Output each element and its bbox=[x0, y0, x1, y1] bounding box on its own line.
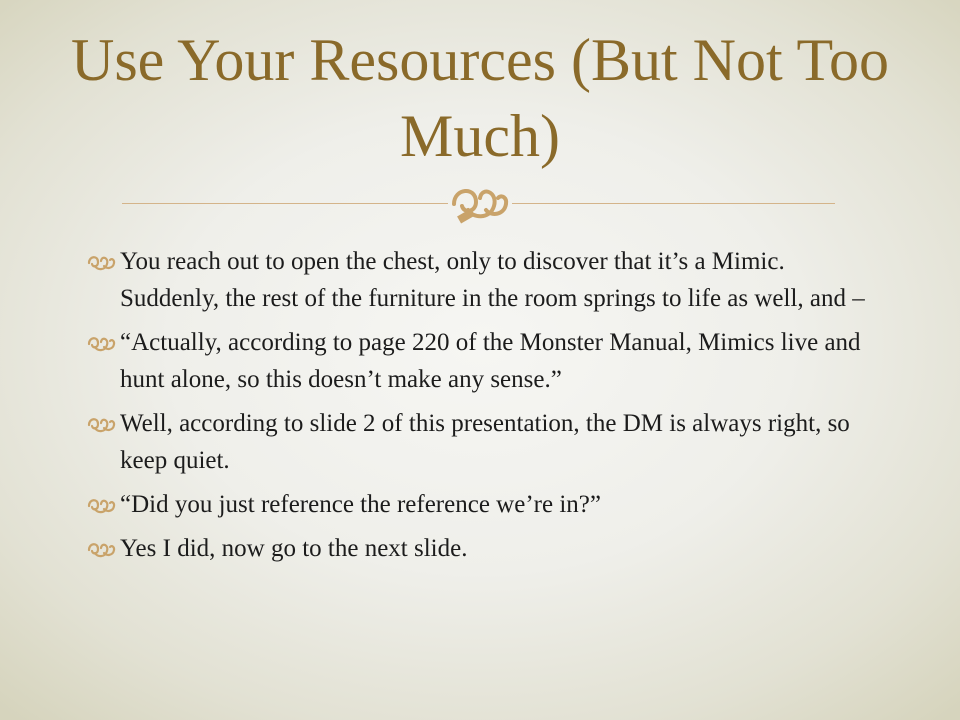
bullet-item bbox=[86, 324, 876, 398]
slide-title: Use Your Resources (But Not Too Much) bbox=[70, 27, 890, 169]
flourish-bullet-icon bbox=[86, 252, 118, 272]
bullet-text: “Did you just reference the reference we’re in?” bbox=[120, 491, 601, 518]
title-divider-right bbox=[512, 203, 835, 204]
bullet-item bbox=[86, 530, 876, 567]
flourish-bullet-icon bbox=[86, 539, 118, 559]
bullet-list bbox=[86, 243, 876, 574]
flourish-bullet-icon bbox=[86, 333, 118, 353]
flourish-bullet-icon bbox=[86, 495, 118, 515]
flourish-bullet-icon bbox=[86, 414, 118, 434]
bullet-item bbox=[86, 405, 876, 479]
bullet-item bbox=[86, 486, 876, 523]
flourish-icon bbox=[446, 176, 514, 226]
bullet-text: “Actually, according to page 220 of the Monster Manual, Mimics live and hunt alone, so this doesn’t make any sense.” bbox=[120, 329, 861, 393]
bullet-text: You reach out to open the chest, only to discover that it’s a Mimic. Suddenly, the rest of the furniture in the room springs to life as well, and – bbox=[120, 248, 865, 312]
bullet-text: Well, according to slide 2 of this presentation, the DM is always right, so keep quiet. bbox=[120, 410, 850, 474]
bullet-text: Yes I did, now go to the next slide. bbox=[120, 535, 468, 562]
bullet-item bbox=[86, 243, 876, 317]
title-divider-left bbox=[122, 203, 448, 204]
